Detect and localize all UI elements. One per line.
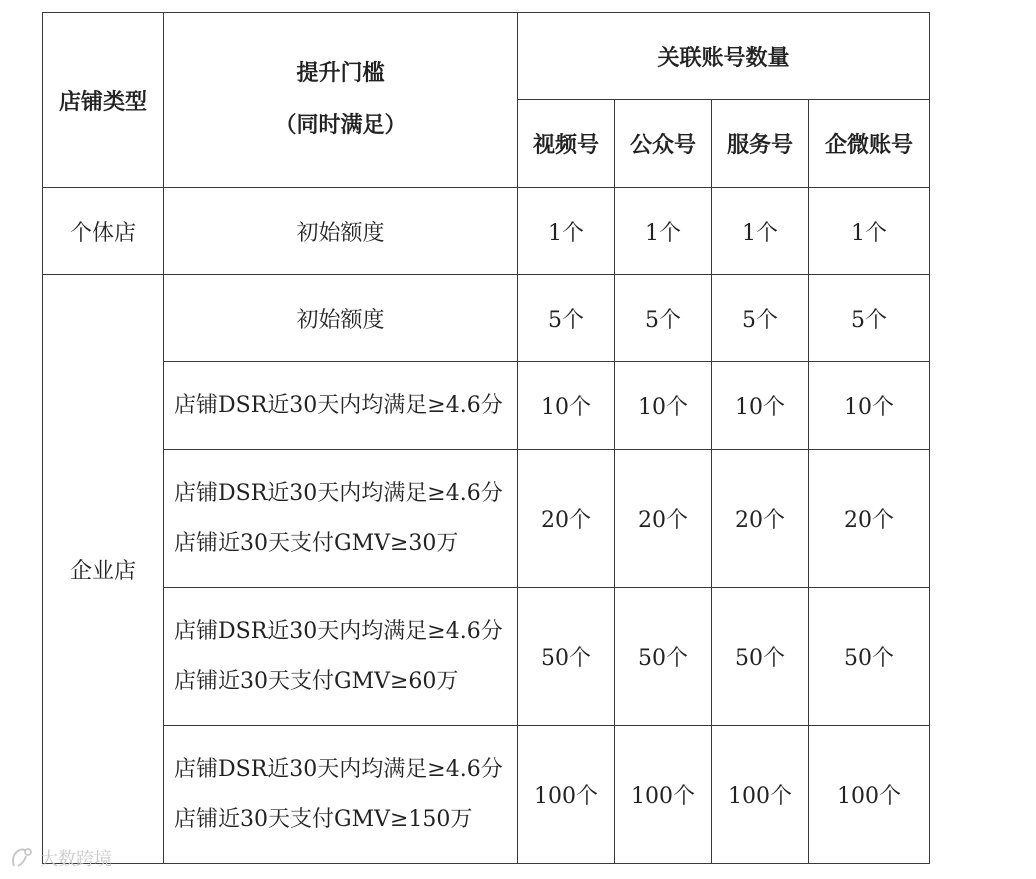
count-cell: 5个 xyxy=(518,275,615,362)
header-col-wecom: 企微账号 xyxy=(809,100,930,188)
count-cell: 5个 xyxy=(615,275,712,362)
count-cell: 5个 xyxy=(712,275,809,362)
threshold-cell xyxy=(164,362,518,450)
count-cell: 1个 xyxy=(712,188,809,275)
threshold-cell xyxy=(164,450,518,588)
count-cell: 20个 xyxy=(615,450,712,588)
count-cell: 1个 xyxy=(518,188,615,275)
header-store-type: 店铺类型 xyxy=(43,13,164,188)
header-threshold-title: 提升门槛 xyxy=(296,61,385,86)
store-type-enterprise: 企业店 xyxy=(43,275,164,864)
table-row xyxy=(43,362,930,450)
count-cell: 10个 xyxy=(615,362,712,450)
count-cell: 20个 xyxy=(809,450,930,588)
condition-dsr: 店铺DSR近30天内均满足≥4.6分 xyxy=(174,480,503,506)
table-row xyxy=(43,726,930,864)
count-cell: 10个 xyxy=(518,362,615,450)
threshold-cell xyxy=(164,726,518,864)
table-row xyxy=(43,275,930,362)
table-row xyxy=(43,188,930,275)
condition-gmv: 店铺近30天支付GMV≥30万 xyxy=(174,530,459,556)
count-cell: 50个 xyxy=(518,588,615,726)
table-row xyxy=(43,450,930,588)
header-col-service: 服务号 xyxy=(712,100,809,188)
header-linked-accounts: 关联账号数量 xyxy=(518,13,930,100)
threshold-cell xyxy=(164,588,518,726)
condition-gmv: 店铺近30天支付GMV≥150万 xyxy=(174,806,473,832)
header-threshold-note: （同时满足） xyxy=(274,113,407,138)
watermark-text: 大数跨境 xyxy=(40,849,112,870)
brand-logo-icon xyxy=(10,846,36,870)
store-type-individual: 个体店 xyxy=(43,188,164,275)
header-col-official: 公众号 xyxy=(615,100,712,188)
threshold-cell: 初始额度 xyxy=(164,275,518,362)
account-quota-table xyxy=(42,12,930,864)
count-cell: 20个 xyxy=(712,450,809,588)
count-cell: 10个 xyxy=(809,362,930,450)
count-cell: 100个 xyxy=(809,726,930,864)
header-col-video: 视频号 xyxy=(518,100,615,188)
watermark xyxy=(10,845,112,871)
condition-dsr: 店铺DSR近30天内均满足≥4.6分 xyxy=(174,756,503,782)
threshold-cell: 初始额度 xyxy=(164,188,518,275)
count-cell: 50个 xyxy=(809,588,930,726)
condition-dsr: 店铺DSR近30天内均满足≥4.6分 xyxy=(174,392,503,418)
table-row xyxy=(43,588,930,726)
count-cell: 100个 xyxy=(615,726,712,864)
count-cell: 10个 xyxy=(712,362,809,450)
count-cell: 20个 xyxy=(518,450,615,588)
count-cell: 100个 xyxy=(518,726,615,864)
count-cell: 100个 xyxy=(712,726,809,864)
count-cell: 50个 xyxy=(712,588,809,726)
count-cell: 5个 xyxy=(809,275,930,362)
count-cell: 1个 xyxy=(615,188,712,275)
count-cell: 1个 xyxy=(809,188,930,275)
condition-dsr: 店铺DSR近30天内均满足≥4.6分 xyxy=(174,618,503,644)
count-cell: 50个 xyxy=(615,588,712,726)
condition-gmv: 店铺近30天支付GMV≥60万 xyxy=(174,668,459,694)
header-threshold xyxy=(164,13,518,188)
